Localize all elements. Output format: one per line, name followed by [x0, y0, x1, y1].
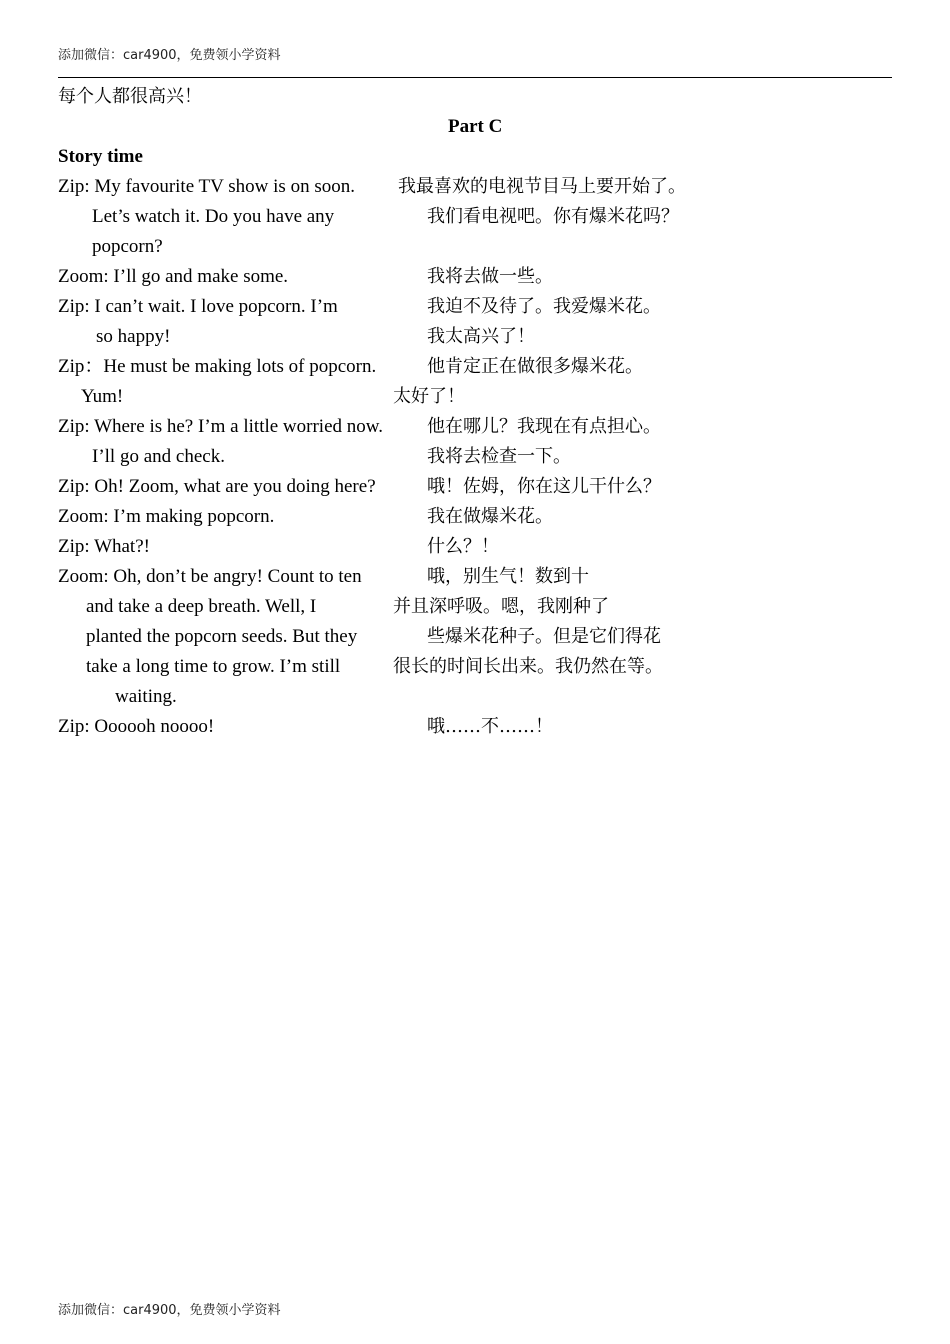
chinese-line: 他在哪儿？我现在有点担心。 — [427, 416, 661, 437]
english-line: Zip: I can’t wait. I love popcorn. I’m — [58, 296, 338, 317]
chinese-line: 我迫不及待了。我爱爆米花。 — [427, 296, 661, 317]
english-line: Zoom: I’m making popcorn. — [58, 506, 275, 527]
english-line: Zip: My favourite TV show is on soon. — [58, 176, 355, 197]
chinese-line: 哦！佐姆，你在这儿干什么？ — [427, 476, 661, 497]
english-line: so happy! — [96, 326, 171, 347]
chinese-line: 我太高兴了！ — [427, 326, 535, 347]
chinese-line: 他肯定正在做很多爆米花。 — [427, 356, 643, 377]
chinese-line: 太好了！ — [393, 386, 465, 407]
section-title: Part C — [448, 116, 503, 137]
english-line: Zoom: I’ll go and make some. — [58, 266, 289, 287]
chinese-line: 我最喜欢的电视节目马上要开始了。 — [398, 176, 686, 197]
english-line: Zip: What?! — [58, 536, 150, 557]
chinese-line: 哦，别生气！数到十 — [427, 566, 589, 587]
chinese-line: 什么？！ — [427, 536, 499, 557]
page-footer-note: 添加微信：car4900，免费领小学资料 — [58, 1303, 281, 1318]
english-line: Zoom: Oh, don’t be angry! Count to ten — [58, 566, 362, 587]
chinese-line: 我在做爆米花。 — [427, 506, 553, 527]
english-line: Zip：He must be making lots of popcorn. — [58, 356, 377, 377]
chinese-line: 我们看电视吧。你有爆米花吗？ — [427, 206, 679, 227]
english-line: and take a deep breath. Well, I — [86, 596, 317, 617]
english-line: waiting. — [115, 686, 177, 707]
english-line: I’ll go and check. — [92, 446, 225, 467]
chinese-line: 并且深呼吸。嗯，我刚种了 — [393, 596, 609, 617]
english-line: Yum! — [81, 386, 124, 407]
english-line: planted the popcorn seeds. But they — [86, 626, 358, 647]
english-line: popcorn? — [92, 236, 163, 257]
english-line: Zip: Where is he? I’m a little worried now. — [58, 416, 384, 437]
chinese-line: 我将去检查一下。 — [427, 446, 571, 467]
english-line: take a long time to grow. I’m still — [86, 656, 341, 677]
intro-line: 每个人都很高兴！ — [58, 86, 202, 107]
subsection-title: Story time — [58, 146, 143, 167]
english-line: Zip: Oh! Zoom, what are you doing here? — [58, 476, 376, 497]
chinese-line: 我将去做一些。 — [427, 266, 553, 287]
chinese-line: 些爆米花种子。但是它们得花 — [427, 626, 661, 647]
english-line: Let’s watch it. Do you have any — [92, 206, 335, 227]
chinese-line: 很长的时间长出来。我仍然在等。 — [393, 656, 663, 677]
header-divider — [58, 77, 892, 78]
page-header-note: 添加微信：car4900，免费领小学资料 — [58, 48, 281, 63]
english-line: Zip: Oooooh noooo! — [58, 716, 215, 737]
chinese-line: 哦……不……！ — [427, 716, 553, 737]
